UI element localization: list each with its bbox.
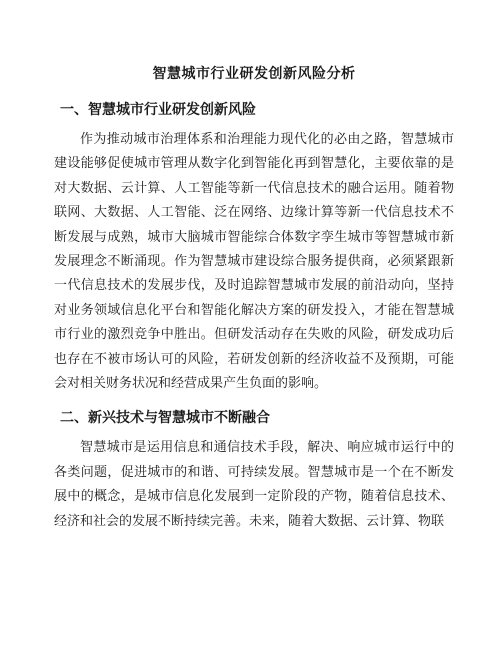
section-2-paragraph: 智慧城市是运用信息和通信技术手段，解决、响应城市运行中的各类问题，促进城市的和谐、可持续发展。智慧城市是一个在不断发展中的概念，是城市信息化发展到一定阶段的产物，随着信息技术、经济和社会的发展不断持续完善。未来，随着大数据、云计算、物联 (54, 440, 454, 529)
section-1-heading: 一、智慧城市行业研发创新风险 (60, 102, 256, 118)
section-2 (54, 408, 454, 534)
section-1 (54, 100, 454, 396)
section-2-heading: 二、新兴技术与智慧城市不断融合 (60, 410, 270, 427)
document-title: 智慧城市行业研发创新风险分析 (152, 66, 356, 82)
section-1-paragraph: 作为推动城市治理体系和治理能力现代化的必由之路，智慧城市建设能够促使城市管理从数字化到智能化再到智慧化，主要依靠的是对大数据、云计算、人工智能等新一代信息技术的融合运用。随着物联网、大数据、人工智能、泛在网络、边缘计算等新一代信息技术不断发展与成熟，城市大脑城市智能综合体数字孪生城市等智慧城市新发展理念不断涌现。作为智慧城市建设综合服务提供商，必须紧跟新一代信息技术的发展步伐，及时追踪智慧城市发展的前沿动向，坚持对业务领域信息化平台和智能化解决方案的研发投入，才能在智慧城市行业的激烈竞争中胜出。但研发活动存在失败的风险，研发成功后也存在不被市场认可的风险，若研发创新的经济收益不及预期，可能会对相关财务状况和经营成果产生负面的影响。 (54, 132, 454, 392)
